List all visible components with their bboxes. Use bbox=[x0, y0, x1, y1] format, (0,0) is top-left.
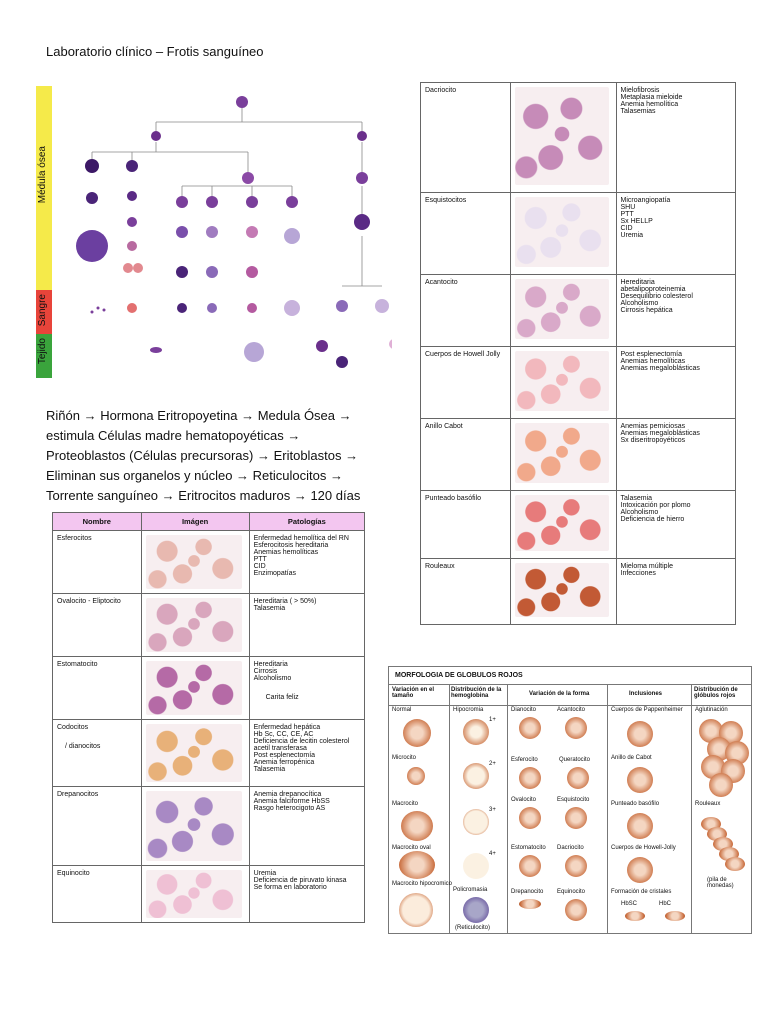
cell-name bbox=[53, 531, 142, 594]
cell-name bbox=[53, 787, 142, 866]
cell-name bbox=[53, 866, 142, 923]
rbc-macrocito-hipocromico bbox=[399, 893, 433, 927]
rbc-hipocromia bbox=[463, 809, 489, 835]
smear-image bbox=[146, 791, 242, 861]
inclusion-label: Cuerpos de Pappenheimer bbox=[611, 707, 683, 713]
header-pathologies: Patologías bbox=[249, 513, 364, 531]
cell-image bbox=[141, 866, 249, 923]
inclusion-label: HbC bbox=[659, 901, 672, 907]
table-row bbox=[421, 491, 736, 559]
cell-type-name: Acantocito bbox=[425, 279, 458, 286]
shape-label: Dacriocito bbox=[557, 845, 584, 851]
cell-image bbox=[141, 657, 249, 720]
pathology-list: Uremia Deficiencia de piruvato kinasa Se forma en laboratorio bbox=[253, 870, 347, 891]
col-header-inclusions: Inclusiones bbox=[629, 691, 663, 697]
cell-name bbox=[421, 419, 511, 491]
cell-image bbox=[141, 787, 249, 866]
inclusion-label: Punteado basófilo bbox=[611, 801, 660, 807]
size-label: Normal bbox=[392, 707, 412, 713]
band-label: Tejido bbox=[37, 338, 48, 365]
cell-type-name: Drepanocitos bbox=[57, 791, 99, 798]
rbc-morphology-chart bbox=[388, 666, 752, 934]
shape-label: Dianocito bbox=[511, 707, 537, 713]
smear-image bbox=[515, 351, 609, 411]
band-tejido bbox=[36, 334, 52, 378]
pathology-list: Hereditaria abetalipoproteinemia Desequilibrio colesterol Alcoholismo Cirrosis hepática bbox=[620, 279, 693, 314]
rbc-shape bbox=[519, 717, 541, 739]
cell-type-name: Estomatocito bbox=[57, 661, 98, 668]
shape-label: Equinocito bbox=[557, 889, 586, 895]
page-title: Laboratorio clínico – Frotis sanguíneo bbox=[46, 44, 264, 59]
rbc-inclusion bbox=[627, 721, 653, 747]
smear-image bbox=[146, 724, 242, 782]
hb-label: (Reticulocito) bbox=[455, 925, 491, 931]
table-row bbox=[53, 531, 365, 594]
shape-label: Acantocito bbox=[557, 707, 586, 713]
cell-pathologies bbox=[249, 594, 364, 657]
band-label: Sangre bbox=[37, 294, 48, 327]
cell-image bbox=[510, 193, 616, 275]
cell-pathologies bbox=[249, 866, 364, 923]
rbc-shape bbox=[565, 807, 587, 829]
rbc-shape bbox=[519, 855, 541, 877]
shape-label: Ovalocito bbox=[511, 797, 537, 803]
hb-grade-label: 2+ bbox=[489, 761, 496, 767]
rbc-shape bbox=[565, 899, 587, 921]
pathology-list: Enfermedad hepática Hb Sc, CC, CE, AC Deficiencia de lecitin colesterol acetil transferasa Post esplenectomía Anemia ferropénica Talasemia bbox=[253, 724, 350, 773]
pathology-list: Enfermedad hemolítica del RN Esferocitosis hereditaria Anemias hemolíticas PTT CID Enzimopatías bbox=[253, 535, 349, 577]
distribution-label: Aglutinación bbox=[695, 707, 728, 713]
hb-grade-label: 1+ bbox=[489, 717, 496, 723]
table-row bbox=[53, 594, 365, 657]
rbc-macrocito bbox=[401, 811, 433, 841]
cell-image bbox=[510, 491, 616, 559]
rbc-shape bbox=[519, 767, 541, 789]
inclusion-label: Anillo de Cabot bbox=[611, 755, 652, 761]
cell-name bbox=[421, 347, 511, 419]
pathology-list: Talasemia Intoxicación por plomo Alcoholismo Deficiencia de hierro bbox=[620, 495, 691, 523]
row-note: / dianocitos bbox=[65, 743, 101, 750]
cell-type-name: Punteado basófilo bbox=[425, 495, 482, 502]
rbc-hipocromia bbox=[463, 853, 489, 879]
cell-pathologies bbox=[249, 657, 364, 720]
cell-pathologies bbox=[249, 787, 364, 866]
cell-pathologies bbox=[249, 720, 364, 787]
rbc-shape bbox=[519, 899, 541, 909]
size-label: Macrocito bbox=[392, 801, 419, 807]
band-medula bbox=[36, 86, 52, 290]
cell-type-name: Dacriocito bbox=[425, 87, 457, 94]
cell-type-name: Anillo Cabot bbox=[425, 423, 463, 430]
smear-image bbox=[146, 598, 242, 652]
rbc-aglutinacion bbox=[709, 773, 733, 797]
table-row bbox=[421, 193, 736, 275]
morphology-title: MORFOLOGIA DE GLOBULOS ROJOS bbox=[395, 672, 523, 679]
pathology-list: Hereditaria ( > 50%) Talasemia bbox=[253, 598, 317, 612]
cell-type-name: Codocitos bbox=[57, 724, 89, 731]
cell-name bbox=[421, 193, 511, 275]
erythropoiesis-flow-text: Riñón → Hormona Eritropoyetina → Medula Ósea → estimula Células madre hematopoyéticas → Proteoblastos (Células precursoras) → Eritoblastos → Eliminan sus organelos y núcleo → Reticulocitos → Torrente sanguíneo → Eritrocitos maduros → 120 días bbox=[46, 408, 361, 503]
rbc-normal bbox=[403, 719, 431, 747]
size-label: Macrocito hipocromico bbox=[392, 881, 453, 887]
cell-image bbox=[141, 594, 249, 657]
pathology-list: Hereditaria Cirrosis Alcoholismo bbox=[253, 661, 292, 682]
col-header-size: Variación en el tamaño bbox=[392, 687, 435, 699]
cell-type-name: Esquistocitos bbox=[425, 197, 467, 204]
col-header-shape: Variación de la forma bbox=[529, 691, 590, 697]
table-header-row bbox=[53, 513, 365, 531]
pathology-list: Mielofibrosis Metaplasia mieloide Anemia hemolítica Talasemias bbox=[620, 87, 683, 115]
pathology-list: Anemias perniciosas Anemias megaloblásticas Sx diseritropoyéticos bbox=[620, 423, 700, 444]
cell-type-name: Equinocito bbox=[57, 870, 90, 877]
hematopoiesis-diagram bbox=[36, 86, 392, 378]
cell-image bbox=[510, 83, 616, 193]
shape-label: Esferocito bbox=[511, 757, 538, 763]
rbc-inclusion bbox=[627, 767, 653, 793]
shape-label: Esquistocito bbox=[557, 797, 590, 803]
rbc-microcito bbox=[407, 767, 425, 785]
smear-image bbox=[515, 279, 609, 339]
rbc-shape bbox=[567, 767, 589, 789]
cell-pathologies bbox=[616, 559, 736, 625]
cell-image bbox=[141, 531, 249, 594]
inclusion-label: HbSC bbox=[621, 901, 638, 907]
cell-type-name: Rouleaux bbox=[425, 563, 455, 570]
rbc-hipocromia bbox=[463, 763, 489, 789]
right-pathology-table bbox=[420, 82, 736, 625]
cell-pathologies bbox=[616, 275, 736, 347]
table-row bbox=[421, 559, 736, 625]
shape-label: Drepanocito bbox=[511, 889, 544, 895]
smear-image bbox=[515, 563, 609, 617]
smear-image bbox=[146, 535, 242, 589]
pathology-list: Microangiopatía SHU PTT Sx HELLP CID Uremia bbox=[620, 197, 671, 239]
rbc-inclusion bbox=[627, 857, 653, 883]
cell-image bbox=[510, 559, 616, 625]
cell-pathologies bbox=[249, 531, 364, 594]
table-row bbox=[421, 275, 736, 347]
cell-type-name: Cuerpos de Howell Jolly bbox=[425, 351, 501, 358]
col-header-hb: Distribución de la hemoglobina bbox=[451, 687, 502, 699]
cell-image bbox=[510, 347, 616, 419]
size-label: Microcito bbox=[392, 755, 417, 761]
table-row bbox=[53, 720, 365, 787]
smear-image bbox=[515, 423, 609, 483]
size-label: Macrocito oval bbox=[392, 845, 431, 851]
cell-name bbox=[421, 83, 511, 193]
rbc-hipocromia bbox=[463, 719, 489, 745]
cell-pathologies bbox=[616, 491, 736, 559]
hb-grade-label: 3+ bbox=[489, 807, 496, 813]
cell-pathologies bbox=[616, 347, 736, 419]
header-name: Nombre bbox=[53, 513, 142, 531]
table-row bbox=[53, 866, 365, 923]
left-pathology-table bbox=[52, 512, 365, 923]
smear-image bbox=[146, 870, 242, 918]
cell-pathologies bbox=[616, 193, 736, 275]
inclusion-label: Formación de cristales bbox=[611, 889, 672, 895]
row-note: Carita feliz bbox=[265, 694, 299, 701]
hb-grade-label: 4+ bbox=[489, 851, 496, 857]
cell-type-name: Ovalocito - Eliptocito bbox=[57, 598, 121, 605]
cell-name bbox=[53, 594, 142, 657]
smear-image bbox=[515, 495, 609, 551]
cell-name bbox=[421, 491, 511, 559]
cell-name bbox=[53, 657, 142, 720]
table-row bbox=[53, 787, 365, 866]
cell-image bbox=[510, 275, 616, 347]
hb-label: Hipocromia bbox=[453, 707, 484, 713]
cell-image bbox=[141, 720, 249, 787]
rbc-macrocito-oval bbox=[399, 851, 435, 879]
rbc-crystal bbox=[665, 911, 685, 921]
rbc-shape bbox=[565, 855, 587, 877]
smear-image bbox=[146, 661, 242, 715]
rbc-policromasia bbox=[463, 897, 489, 923]
hematopoiesis-tree bbox=[52, 86, 392, 378]
rbc-crystal bbox=[625, 911, 645, 921]
rbc-inclusion bbox=[627, 813, 653, 839]
cell-type-name: Esferocitos bbox=[57, 535, 92, 542]
pathology-list: Post esplenectomía Anemias hemolíticas Anemias megaloblásticas bbox=[620, 351, 700, 372]
smear-image bbox=[515, 87, 609, 185]
pathology-list: Mieloma múltiple Infecciones bbox=[620, 563, 674, 577]
pathology-list: Anemia drepanocítica Anemia falciforme HbSS Rasgo heterocigoto AS bbox=[253, 791, 330, 812]
col-header-distribution: Distribución de glóbulos rojos bbox=[694, 687, 738, 699]
cell-name bbox=[53, 720, 142, 787]
band-label: Médula ósea bbox=[37, 146, 48, 204]
cell-image bbox=[510, 419, 616, 491]
distribution-label: (pila de monedas) bbox=[707, 877, 734, 889]
header-image: Imágen bbox=[141, 513, 249, 531]
rbc-rouleaux bbox=[725, 857, 745, 871]
inclusion-label: Cuerpos de Howell-Jolly bbox=[611, 845, 676, 851]
cell-pathologies bbox=[616, 419, 736, 491]
cell-name bbox=[421, 559, 511, 625]
table-row bbox=[53, 657, 365, 720]
table-row bbox=[421, 347, 736, 419]
smear-image bbox=[515, 197, 609, 267]
hb-label: Policromasia bbox=[453, 887, 488, 893]
shape-label: Estomatocito bbox=[511, 845, 546, 851]
rbc-shape bbox=[565, 717, 587, 739]
rbc-shape bbox=[519, 807, 541, 829]
table-row bbox=[421, 83, 736, 193]
table-row bbox=[421, 419, 736, 491]
cell-pathologies bbox=[616, 83, 736, 193]
cell-name bbox=[421, 275, 511, 347]
band-sangre bbox=[36, 290, 52, 334]
distribution-label: Rouleaux bbox=[695, 801, 721, 807]
shape-label: Queratocito bbox=[559, 757, 591, 763]
